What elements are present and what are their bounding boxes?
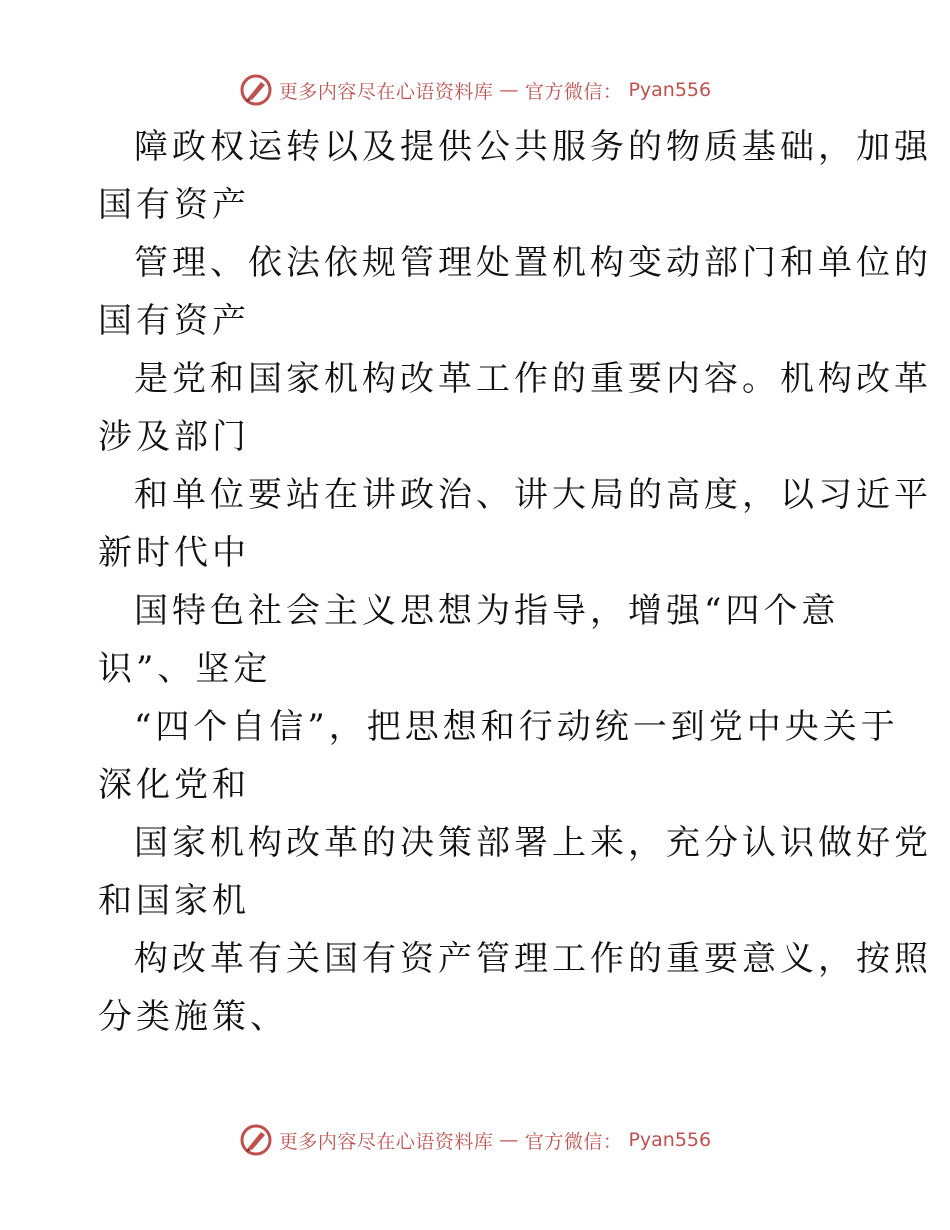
body-line: 国家机构改革的决策部署上来，充分认识做好党 — [134, 823, 932, 863]
body-line: 国有资产 — [98, 301, 250, 341]
body-line: 和单位要站在讲政治、讲大局的高度，以习近平 — [134, 475, 932, 515]
footer-wechat-label: 官方微信： — [524, 1130, 623, 1153]
header-wechat-label: 官方微信： — [524, 80, 623, 103]
header-banner — [0, 70, 950, 110]
footer-banner — [0, 1120, 950, 1160]
body-line: 涉及部门 — [98, 417, 250, 457]
body-line: 是党和国家机构改革工作的重要内容。机构改革 — [134, 359, 932, 399]
quill-logo-icon — [239, 73, 273, 107]
header-site-text: 更多内容尽在心语资料库 — [278, 80, 494, 103]
header-wechat-id: Pyan556 — [628, 79, 712, 101]
footer-wechat-id: Pyan556 — [628, 1129, 712, 1151]
footer-site-text: 更多内容尽在心语资料库 — [278, 1130, 494, 1153]
body-line: 识”、坚定 — [98, 649, 272, 689]
body-line: 新时代中 — [98, 533, 250, 573]
body-line: 和国家机 — [98, 881, 250, 921]
document-body — [98, 118, 932, 1046]
body-line: 管理、依法依规管理处置机构变动部门和单位的 — [134, 243, 932, 283]
body-line: 障政权运转以及提供公共服务的物质基础，加强 — [134, 127, 932, 167]
body-line: 国特色社会主义思想为指导，增强“四个意 — [134, 591, 840, 631]
body-line: “四个自信”，把思想和行动统一到党中央关于 — [134, 707, 899, 747]
body-line: 深化党和 — [98, 765, 250, 805]
body-line: 分类施策、 — [98, 997, 288, 1037]
header-dash: — — [499, 79, 519, 101]
quill-logo-icon — [239, 1123, 273, 1157]
body-line: 国有资产 — [98, 185, 250, 225]
footer-dash: — — [499, 1129, 519, 1151]
body-line: 构改革有关国有资产管理工作的重要意义，按照 — [134, 939, 932, 979]
